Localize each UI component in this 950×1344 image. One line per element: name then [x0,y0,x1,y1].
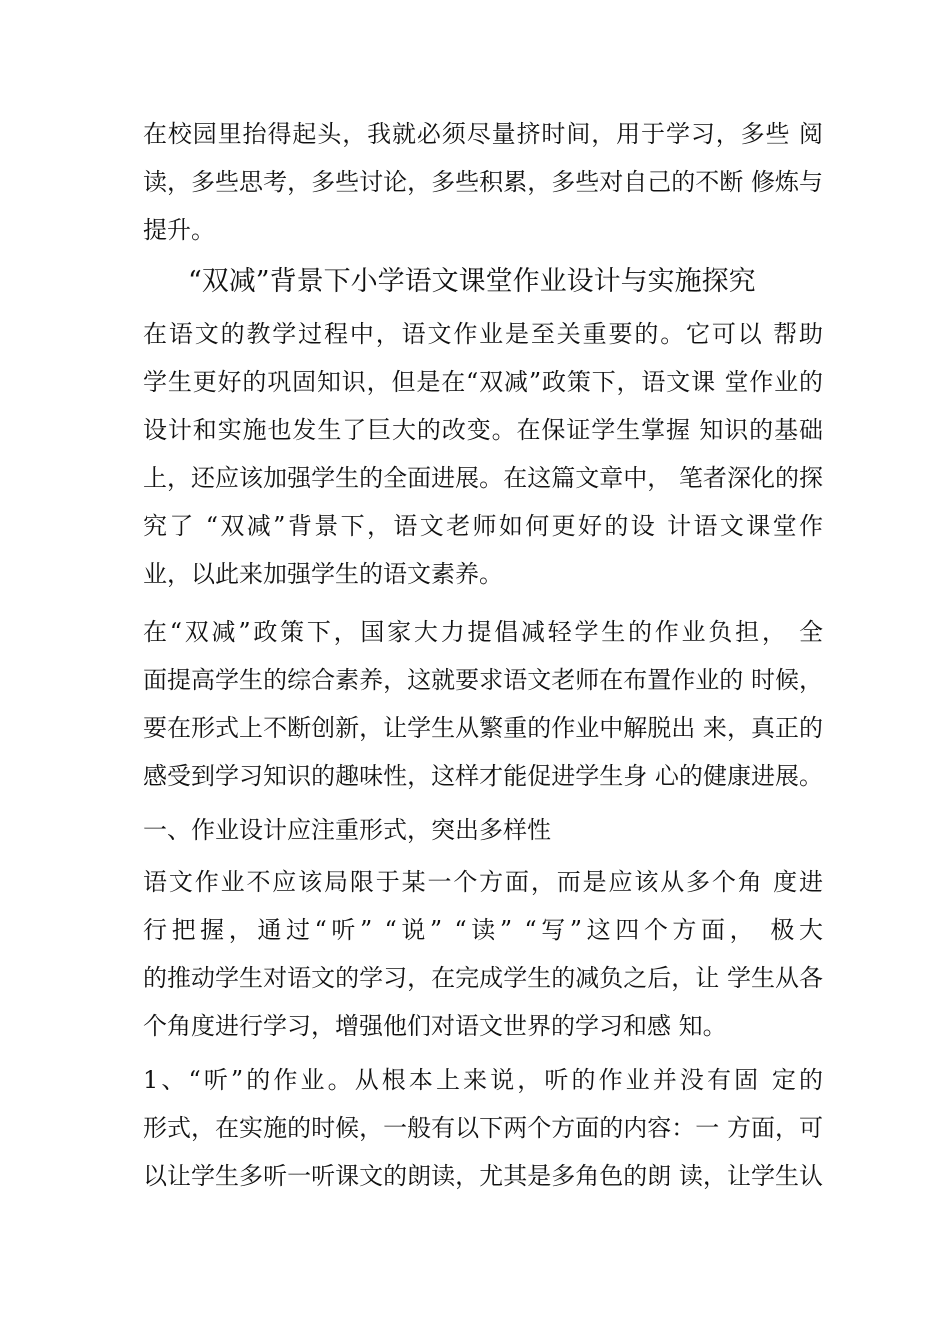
text-line: 行把握，通过“听” “说” “读” “写”这四个方面， 极大 [143,916,823,944]
text-line: 在“双减”政策下，国家大力提倡减轻学生的作业负担， 全 [143,618,823,646]
text-line: 在语文的教学过程中，语文作业是至关重要的。它可以 帮助 [143,320,823,348]
text-line: 个角度进行学习，增强他们对语文世界的学习和感 知。 [143,1012,727,1040]
text-line: 学生更好的巩固知识，但是在“双减”政策下，语文课 堂作业的 [143,368,823,396]
text-line: 究了 “双减”背景下，语文老师如何更好的设 计语文课堂作 [143,512,823,540]
text-line: 形式，在实施的时候，一般有以下两个方面的内容：一 方面，可 [143,1114,823,1142]
text-line: 提升。 [143,216,215,244]
text-line: 1、“听”的作业。从根本上来说，听的作业并没有固 定的 [143,1066,823,1094]
text-line: 上，还应该加强学生的全面进展。在这篇文章中， 笔者深化的探 [143,464,823,492]
section-heading: 一、作业设计应注重形式，突出多样性 [143,816,551,844]
text-line: 业，以此来加强学生的语文素养。 [143,560,503,588]
text-line: 感受到学习知识的趣味性，这样才能促进学生身 心的健康进展。 [143,762,823,790]
text-line: 读，多些思考，多些讨论，多些积累，多些对自己的不断 修炼与 [143,168,823,196]
text-line: 要在形式上不断创新，让学生从繁重的作业中解脱出 来，真正的 [143,714,823,742]
article-title: “双减”背景下小学语文课堂作业设计与实施探究 [188,266,756,297]
text-line: 语文作业不应该局限于某一个方面，而是应该从多个角 度进 [143,868,823,896]
text-line: 面提高学生的综合素养，这就要求语文老师在布置作业的 时候， [143,666,823,694]
text-line: 的推动学生对语文的学习，在完成学生的减负之后，让 学生从各 [143,964,823,992]
text-line: 设计和实施也发生了巨大的改变。在保证学生掌握 知识的基础 [143,416,823,444]
text-line: 在校园里抬得起头，我就必须尽量挤时间，用于学习，多些 阅 [143,120,823,148]
text-line: 以让学生多听一听课文的朗读，尤其是多角色的朗 读，让学生认 [143,1162,823,1190]
